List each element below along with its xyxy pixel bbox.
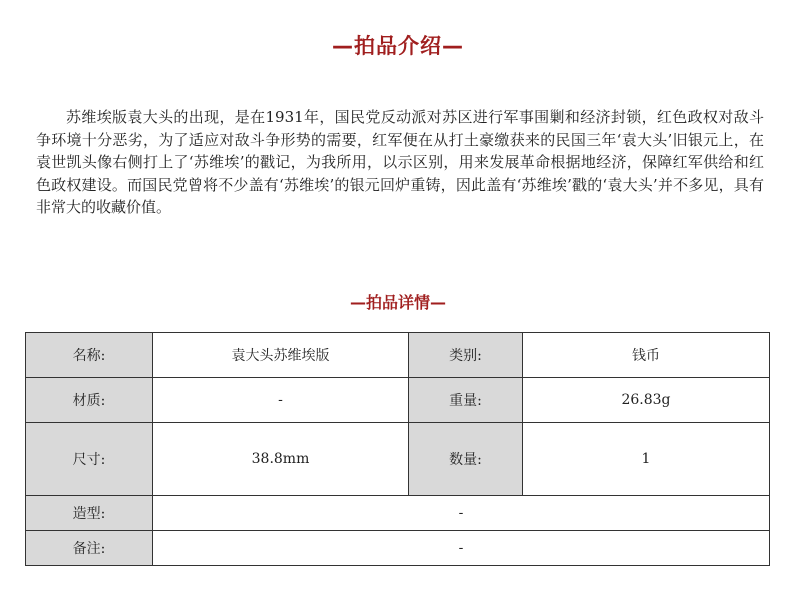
shape-value: - xyxy=(153,496,770,531)
size-value: 38.8mm xyxy=(153,423,409,496)
details-table xyxy=(25,332,770,566)
remarks-value: - xyxy=(153,531,770,566)
name-value: 袁大头苏维埃版 xyxy=(153,333,409,378)
quantity-value: 1 xyxy=(523,423,770,496)
category-label: 类别: xyxy=(409,333,523,378)
material-value: - xyxy=(153,378,409,423)
quantity-label: 数量: xyxy=(409,423,523,496)
size-label: 尺寸: xyxy=(26,423,153,496)
remarks-label: 备注: xyxy=(26,531,153,566)
weight-value: 26.83g xyxy=(523,378,770,423)
material-label: 材质: xyxy=(26,378,153,423)
weight-label: 重量: xyxy=(409,378,523,423)
category-value: 钱币 xyxy=(523,333,770,378)
section-title: —拍品介绍— xyxy=(332,34,464,58)
table-row xyxy=(26,531,770,566)
shape-label: 造型: xyxy=(26,496,153,531)
table-row xyxy=(26,378,770,423)
details-title: —拍品详情— xyxy=(349,293,446,312)
table-row xyxy=(26,423,770,496)
name-label: 名称: xyxy=(26,333,153,378)
table-row xyxy=(26,333,770,378)
table-row xyxy=(26,496,770,531)
intro-paragraph: 苏维埃版袁大头的出现，是在1931年，国民党反动派对苏区进行军事围剿和经济封锁，红色政权对敌斗争环境十分恶劣，为了适应对敌斗争形势的需要，红军便在从打土豪缴获来的民国三年‘袁大头’旧银元上，在袁世凯头像右侧打上了‘苏维埃’的戳记，为我所用，以示区别，用来发展革命根据地经济，保障红军供给和红色政权建设。而国民党曾将不少盖有‘苏维埃’的银元回炉重铸，因此盖有‘苏维埃’戳的‘袁大头’并不多见，具有非常大的收藏价值。 xyxy=(36,108,764,216)
